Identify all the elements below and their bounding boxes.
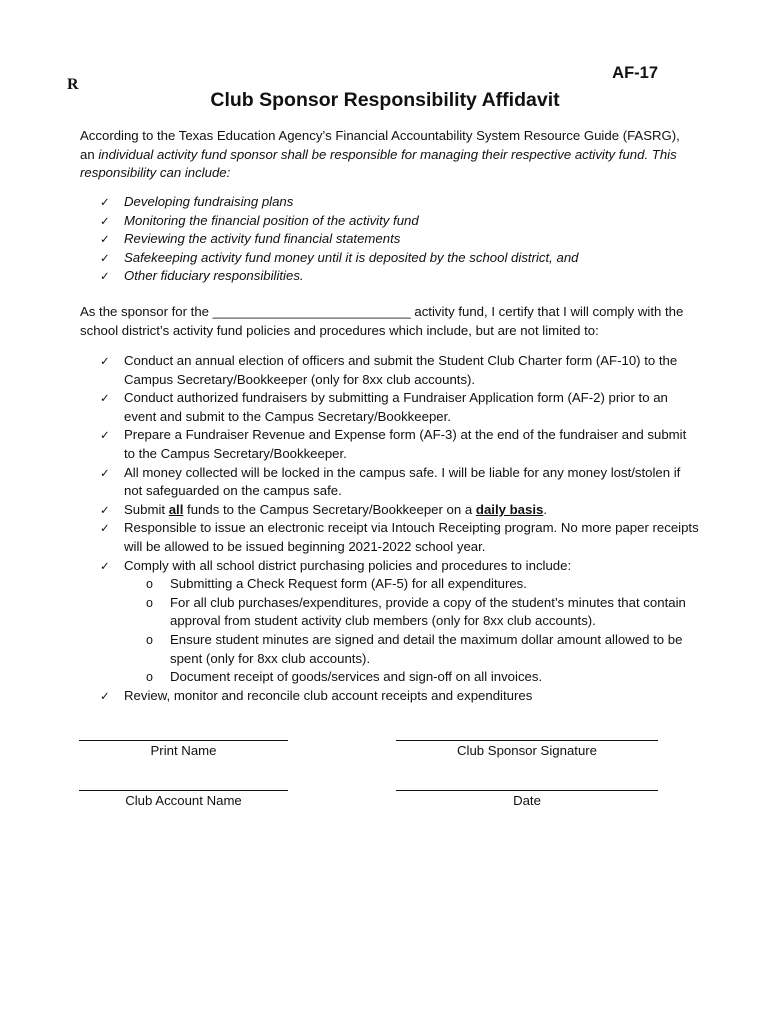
- sub-list-item-text: Document receipt of goods/services and sign-off on all invoices.: [170, 669, 543, 685]
- purchasing-sublist: [144, 575, 700, 687]
- list-item-text: Review, monitor and reconcile club account receipts and expenditures: [124, 687, 533, 703]
- list-item: [100, 426, 700, 463]
- checkmark-icon: ✓: [100, 521, 110, 536]
- print-name-field[interactable]: [79, 740, 288, 741]
- policies-list: [100, 352, 700, 705]
- intro-italic: individual activity fund sponsor shall be responsible for managing their respective activity fund. This responsibility can include:: [80, 146, 677, 181]
- list-item-text: Reviewing the activity fund financial statements: [124, 231, 401, 247]
- club-account-name-label: Club Account Name: [125, 793, 242, 808]
- certify-before: As the sponsor for the: [80, 304, 213, 319]
- checkmark-icon: ✓: [100, 502, 110, 517]
- circle-bullet-icon: o: [146, 577, 153, 592]
- circle-bullet-icon: o: [146, 595, 153, 610]
- list-item: [100, 557, 700, 687]
- sub-list-item: [144, 668, 700, 687]
- responsibilities-list: [100, 193, 700, 286]
- list-item: [100, 464, 700, 501]
- checkmark-icon: ✓: [100, 250, 110, 265]
- item5-emph-daily: daily basis: [475, 501, 544, 517]
- list-item: [100, 687, 700, 706]
- circle-bullet-icon: o: [146, 632, 153, 647]
- print-name-block: [79, 727, 288, 761]
- checkmark-icon: ✓: [100, 213, 110, 228]
- circle-bullet-icon: o: [146, 670, 153, 685]
- list-item: [100, 352, 700, 389]
- checkmark-icon: ✓: [100, 465, 110, 480]
- checkmark-icon: ✓: [100, 391, 110, 406]
- sponsor-signature-block: [396, 727, 658, 761]
- intro-lead: According to the Texas Education Agency’s Financial Accountability System Resource Guide (FASRG), an: [80, 128, 680, 162]
- certify-paragraph: [80, 303, 695, 340]
- list-item-text: Monitoring the financial position of the activity fund: [124, 212, 419, 228]
- page-title: Club Sponsor Responsibility Affidavit: [210, 89, 560, 111]
- sub-list-item: [144, 594, 700, 631]
- list-item-text: Developing fundraising plans: [124, 194, 294, 209]
- checkmark-icon: ✓: [100, 354, 110, 368]
- date-field[interactable]: [396, 790, 658, 791]
- club-account-block: [79, 777, 288, 811]
- list-item-text: Comply with all school district purchasing policies and procedures to include:: [124, 557, 572, 573]
- list-item-text: Conduct authorized fundraisers by submitting a Fundraiser Application form (AF-2) prior to an event and submit to the Campus Secretary/Bookkeeper.: [124, 390, 668, 424]
- list-item-text: Responsible to issue an electronic receipt via Intouch Receipting program. No more paper receipts will be allowed to be issued beginning 2021-2022 school year.: [124, 520, 699, 554]
- club-account-name-field[interactable]: [79, 790, 288, 791]
- item5-part2: funds to the Campus Secretary/Bookkeeper on a: [183, 501, 476, 517]
- fund-name-blank[interactable]: ___________________________: [212, 304, 411, 319]
- list-item-text: Conduct an annual election of officers and submit the Student Club Charter form (AF-10) to the Campus Secretary/Bookkeeper (only for 8xx club accounts).: [124, 353, 678, 387]
- list-item: [100, 230, 700, 249]
- checkmark-icon: ✓: [100, 232, 110, 247]
- sub-list-item-text: Ensure student minutes are signed and detail the maximum dollar amount allowed to be spent (only for 8xx club accounts).: [170, 631, 683, 666]
- list-item-text: Other fiduciary responsibilities.: [124, 268, 304, 284]
- list-item: [100, 267, 700, 286]
- list-item: [100, 212, 700, 231]
- date-block: [396, 777, 658, 811]
- checkmark-icon: ✓: [100, 195, 110, 209]
- list-item-text: Safekeeping activity fund money until it is deposited by the school district, and: [124, 249, 579, 265]
- sub-list-item-text: For all club purchases/expenditures, provide a copy of the student’s minutes that contain approval from student activity club members (only for 8xx club accounts).: [170, 594, 686, 629]
- item5-part1: Submit: [124, 501, 169, 517]
- checkmark-icon: ✓: [100, 558, 110, 573]
- date-label: Date: [513, 793, 541, 808]
- list-item: [100, 519, 700, 556]
- corner-mark: R: [67, 76, 79, 93]
- list-item: [100, 193, 700, 212]
- checkmark-icon: ✓: [100, 269, 110, 284]
- sponsor-signature-field[interactable]: [396, 740, 658, 741]
- sub-list-item: [144, 631, 700, 668]
- form-code: AF-17: [612, 64, 658, 82]
- list-item-text: Prepare a Fundraiser Revenue and Expense form (AF-3) at the end of the fundraiser and submit to the Campus Secretary/Bookkeeper.: [124, 427, 687, 461]
- checkmark-icon: ✓: [100, 428, 110, 443]
- certify-after: activity fund, I certify that I will comply with the school district’s activity fund policies and procedures which include, but are not limited to:: [80, 304, 684, 338]
- list-item-text: All money collected will be locked in the campus safe. I will be liable for any money lost/stolen if not safeguarded on the campus safe.: [124, 464, 681, 499]
- sub-list-item-text: Submitting a Check Request form (AF-5) for all expenditures.: [170, 576, 527, 592]
- list-item: [100, 389, 700, 426]
- intro-paragraph: [80, 127, 690, 183]
- checkmark-icon: ✓: [100, 688, 110, 703]
- item5-emph-all: all: [168, 501, 184, 517]
- list-item: [100, 249, 700, 268]
- sub-list-item: [144, 575, 700, 594]
- item5-part3: .: [543, 501, 548, 517]
- print-name-label: Print Name: [150, 743, 217, 758]
- sponsor-signature-label: Club Sponsor Signature: [456, 743, 598, 758]
- list-item: [100, 501, 700, 520]
